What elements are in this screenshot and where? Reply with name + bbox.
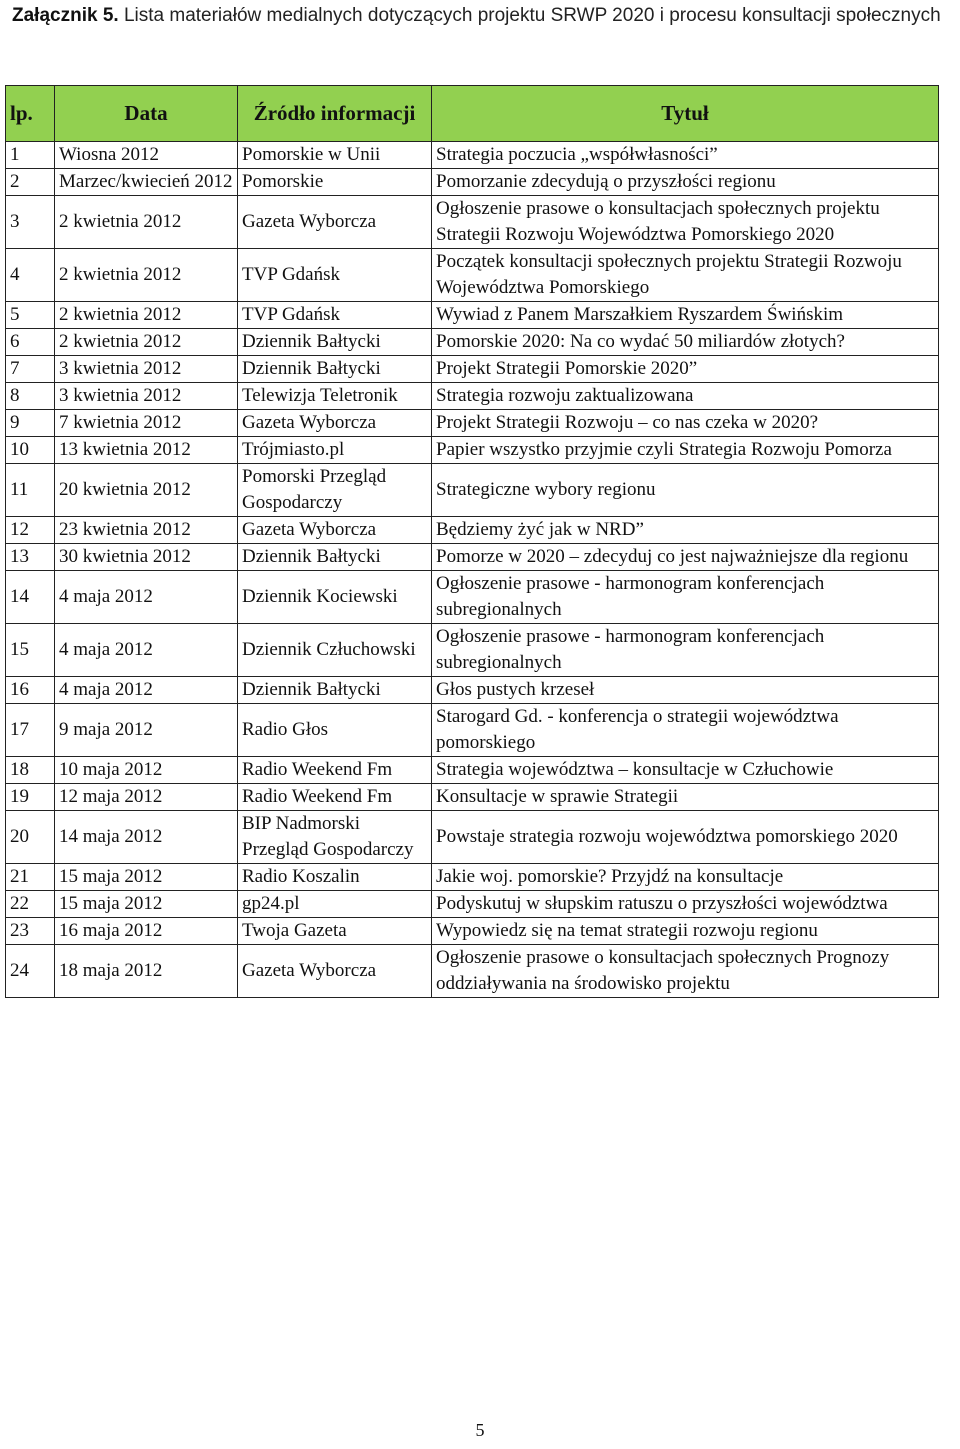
cell-source: TVP Gdańsk [238,249,432,302]
cell-lp: 9 [6,410,55,437]
document-caption [12,2,952,30]
cell-lp: 12 [6,517,55,544]
table-row [6,757,939,784]
cell-title: Pomorzanie zdecydują o przyszłości regionu [432,169,939,196]
table-row [6,891,939,918]
cell-title: Projekt Strategii Rozwoju – co nas czeka w 2020? [432,410,939,437]
cell-date: 16 maja 2012 [55,918,238,945]
cell-date: 30 kwietnia 2012 [55,544,238,571]
cell-source: Dziennik Człuchowski [238,624,432,677]
table-row [6,410,939,437]
cell-lp: 4 [6,249,55,302]
cell-lp: 2 [6,169,55,196]
table-row [6,464,939,517]
cell-source: Radio Głos [238,704,432,757]
cell-date: 18 maja 2012 [55,945,238,998]
cell-title: Głos pustych krzeseł [432,677,939,704]
cell-title: Początek konsultacji społecznych projektu Strategii Rozwoju Województwa Pomorskiego [432,249,939,302]
cell-date: 13 kwietnia 2012 [55,437,238,464]
cell-date: Marzec/kwiecień 2012 [55,169,238,196]
cell-source: Dziennik Bałtycki [238,356,432,383]
table-row [6,945,939,998]
header-source: Źródło informacji [238,86,432,142]
table-row [6,704,939,757]
cell-title: Jakie woj. pomorskie? Przyjdź na konsultacje [432,864,939,891]
table-row [6,302,939,329]
cell-lp: 21 [6,864,55,891]
cell-title: Papier wszystko przyjmie czyli Strategia Rozwoju Pomorza [432,437,939,464]
page-number: 5 [475,1420,485,1440]
cell-source: Pomorskie w Unii [238,142,432,169]
cell-source: Pomorski Przegląd Gospodarczy [238,464,432,517]
cell-date: 4 maja 2012 [55,571,238,624]
cell-lp: 17 [6,704,55,757]
cell-date: 14 maja 2012 [55,811,238,864]
cell-title: Powstaje strategia rozwoju województwa pomorskiego 2020 [432,811,939,864]
cell-source: Pomorskie [238,169,432,196]
cell-lp: 24 [6,945,55,998]
cell-title: Strategia województwa – konsultacje w Człuchowie [432,757,939,784]
cell-source: Twoja Gazeta [238,918,432,945]
cell-source: Dziennik Kociewski [238,571,432,624]
table-row [6,918,939,945]
table-row [6,517,939,544]
cell-date: 2 kwietnia 2012 [55,249,238,302]
table-row [6,169,939,196]
table-row [6,571,939,624]
cell-date: 12 maja 2012 [55,784,238,811]
cell-title: Starogard Gd. - konferencja o strategii województwa pomorskiego [432,704,939,757]
cell-date: 10 maja 2012 [55,757,238,784]
cell-date: 20 kwietnia 2012 [55,464,238,517]
table-row [6,142,939,169]
cell-title: Strategiczne wybory regionu [432,464,939,517]
header-date: Data [55,86,238,142]
cell-date: 2 kwietnia 2012 [55,329,238,356]
cell-title: Ogłoszenie prasowe o konsultacjach społecznych projektu Strategii Rozwoju Województwa Pomorskiego 2020 [432,196,939,249]
cell-title: Będziemy żyć jak w NRD” [432,517,939,544]
table-row [6,544,939,571]
table-row [6,196,939,249]
cell-date: 23 kwietnia 2012 [55,517,238,544]
cell-lp: 20 [6,811,55,864]
table-row [6,864,939,891]
cell-source: Trójmiasto.pl [238,437,432,464]
cell-date: 15 maja 2012 [55,864,238,891]
table-row [6,624,939,677]
cell-date: 9 maja 2012 [55,704,238,757]
cell-lp: 1 [6,142,55,169]
cell-title: Projekt Strategii Pomorskie 2020” [432,356,939,383]
cell-title: Ogłoszenie prasowe - harmonogram konferencjach subregionalnych [432,571,939,624]
cell-title: Konsultacje w sprawie Strategii [432,784,939,811]
table-row [6,811,939,864]
cell-source: Dziennik Bałtycki [238,544,432,571]
cell-lp: 8 [6,383,55,410]
cell-lp: 14 [6,571,55,624]
cell-lp: 13 [6,544,55,571]
cell-lp: 16 [6,677,55,704]
cell-title: Pomorze w 2020 – zdecyduj co jest najważniejsze dla regionu [432,544,939,571]
table-row [6,677,939,704]
cell-source: Telewizja Teletronik [238,383,432,410]
cell-date: 2 kwietnia 2012 [55,196,238,249]
cell-date: 3 kwietnia 2012 [55,356,238,383]
cell-lp: 10 [6,437,55,464]
table-row [6,356,939,383]
cell-title: Podyskutuj w słupskim ratuszu o przyszłości województwa [432,891,939,918]
cell-source: TVP Gdańsk [238,302,432,329]
cell-lp: 5 [6,302,55,329]
cell-lp: 19 [6,784,55,811]
cell-lp: 23 [6,918,55,945]
caption-label: Załącznik 5. [12,5,119,26]
header-title: Tytuł [432,86,939,142]
cell-title: Strategia rozwoju zaktualizowana [432,383,939,410]
cell-source: Gazeta Wyborcza [238,945,432,998]
cell-title: Wypowiedz się na temat strategii rozwoju regionu [432,918,939,945]
cell-lp: 15 [6,624,55,677]
table-row [6,784,939,811]
cell-title: Pomorskie 2020: Na co wydać 50 miliardów złotych? [432,329,939,356]
table-header-row [6,86,939,142]
cell-title: Ogłoszenie prasowe - harmonogram konferencjach subregionalnych [432,624,939,677]
cell-date: 15 maja 2012 [55,891,238,918]
cell-lp: 7 [6,356,55,383]
cell-lp: 11 [6,464,55,517]
cell-source: Gazeta Wyborcza [238,410,432,437]
cell-title: Strategia poczucia „współwłasności” [432,142,939,169]
cell-source: Radio Weekend Fm [238,757,432,784]
table-row [6,437,939,464]
cell-source: Radio Weekend Fm [238,784,432,811]
cell-source: Dziennik Bałtycki [238,329,432,356]
cell-lp: 6 [6,329,55,356]
cell-source: BIP Nadmorski Przegląd Gospodarczy [238,811,432,864]
cell-title: Wywiad z Panem Marszałkiem Ryszardem Świńskim [432,302,939,329]
header-lp: lp. [6,86,55,142]
cell-source: Gazeta Wyborcza [238,517,432,544]
cell-source: Radio Koszalin [238,864,432,891]
caption-text: Lista materiałów medialnych dotyczących projektu SRWP 2020 i procesu konsultacji społecznych [123,5,941,26]
cell-lp: 18 [6,757,55,784]
cell-source: gp24.pl [238,891,432,918]
cell-date: 3 kwietnia 2012 [55,383,238,410]
cell-date: 4 maja 2012 [55,677,238,704]
media-materials-table [5,85,939,998]
table-row [6,249,939,302]
cell-source: Gazeta Wyborcza [238,196,432,249]
cell-lp: 22 [6,891,55,918]
cell-date: 7 kwietnia 2012 [55,410,238,437]
cell-source: Dziennik Bałtycki [238,677,432,704]
cell-title: Ogłoszenie prasowe o konsultacjach społecznych Prognozy oddziaływania na środowisko projektu [432,945,939,998]
cell-date: 2 kwietnia 2012 [55,302,238,329]
table-row [6,329,939,356]
cell-lp: 3 [6,196,55,249]
cell-date: Wiosna 2012 [55,142,238,169]
cell-date: 4 maja 2012 [55,624,238,677]
table-row [6,383,939,410]
